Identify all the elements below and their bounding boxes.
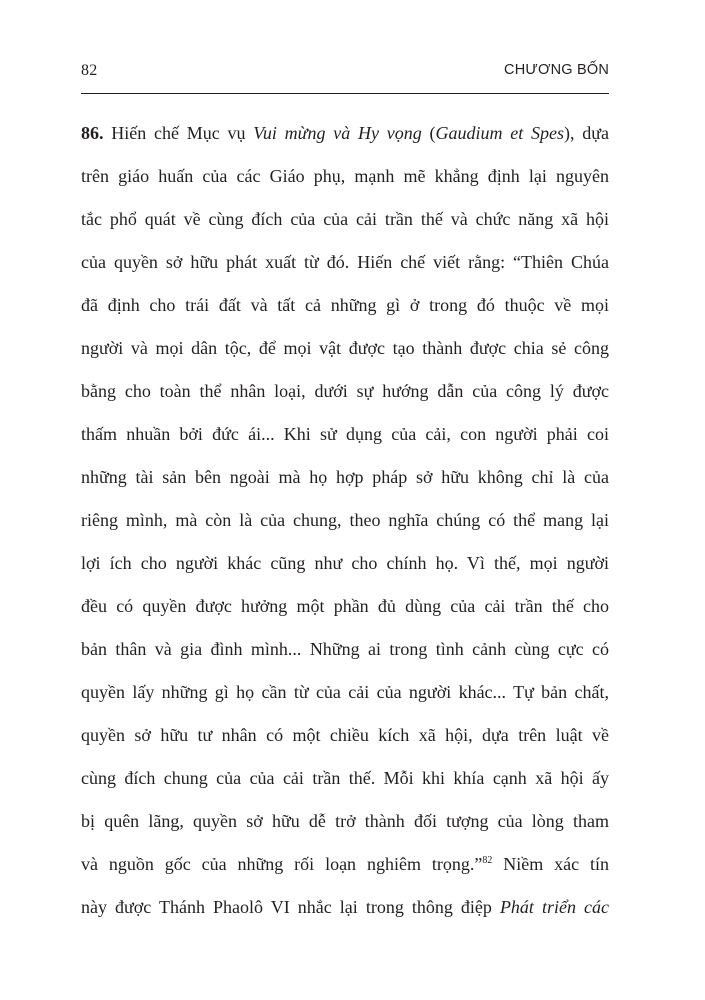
paragraph-number: 86. (81, 123, 104, 143)
text-line: cùng đích chung của của cải trần thế. Mỗi khi khía cạnh xã hội ấy (81, 768, 609, 788)
text-line: quyền sở hữu tư nhân có một chiều kích xã hội, dựa trên luật về (81, 725, 609, 745)
text-line: đều có quyền được hưởng một phần đủ dùng của cải trần thế cho (81, 596, 609, 616)
text-line: bằng cho toàn thể nhân loại, dưới sự hướng dẫn của công lý được (81, 381, 609, 401)
text-line (81, 843, 609, 886)
header-divider (81, 93, 609, 94)
text-line: tắc phổ quát về cùng đích của của cải trần thế và chức năng xã hội (81, 209, 609, 229)
text-line: đã định cho trái đất và tất cả những gì ở trong đó thuộc về mọi (81, 295, 609, 315)
text-run: ( (421, 123, 436, 143)
text-run: ), dựa (564, 123, 609, 143)
text-line: lợi ích cho người khác cũng như cho chính họ. Vì thế, mọi người (81, 553, 609, 573)
text-line: những tài sản bên ngoài mà họ hợp pháp sở hữu không chỉ là của (81, 467, 609, 487)
paragraph-86 (81, 112, 609, 929)
page-number: 82 (81, 62, 98, 79)
text-run: này được Thánh Phaolô VI nhắc lại trong thông điệp (81, 897, 500, 917)
text-line (81, 112, 609, 155)
footnote-marker[interactable]: 82 (482, 855, 493, 866)
running-head (81, 62, 609, 86)
text-run: và nguồn gốc của những rối loạn nghiêm trọng.” (81, 854, 483, 874)
text-line: người và mọi dân tộc, để mọi vật được tạo thành được chia sẻ công (81, 338, 609, 358)
encyclical-title-italic: Phát triển các (499, 897, 609, 917)
document-title-italic: Vui mừng và Hy vọng (253, 123, 422, 143)
text-line (81, 886, 609, 929)
text-line: riêng mình, mà còn là của chung, theo nghĩa chúng có thể mang lại (81, 510, 609, 530)
chapter-title: CHƯƠNG BỐN (504, 62, 609, 78)
text-line: thấm nhuần bởi đức ái... Khi sử dụng của cải, con người phải coi (81, 424, 609, 444)
text-line: quyền lấy những gì họ cần từ của cải của người khác... Tự bản chất, (81, 682, 609, 702)
text-line: trên giáo huấn của các Giáo phụ, mạnh mẽ khẳng định lại nguyên (81, 166, 609, 186)
text-line: bị quên lãng, quyền sở hữu dễ trở thành đối tượng của lòng tham (81, 811, 609, 831)
latin-title-italic: Gaudium et Spes (435, 123, 564, 143)
text-line: của quyền sở hữu phát xuất từ đó. Hiến chế viết rằng: “Thiên Chúa (81, 252, 609, 272)
text-line: bản thân và gia đình mình... Những ai trong tình cảnh cùng cực có (81, 639, 609, 659)
text-run: Hiến chế Mục vụ (103, 123, 254, 143)
text-run: Niềm xác tín (492, 854, 609, 874)
